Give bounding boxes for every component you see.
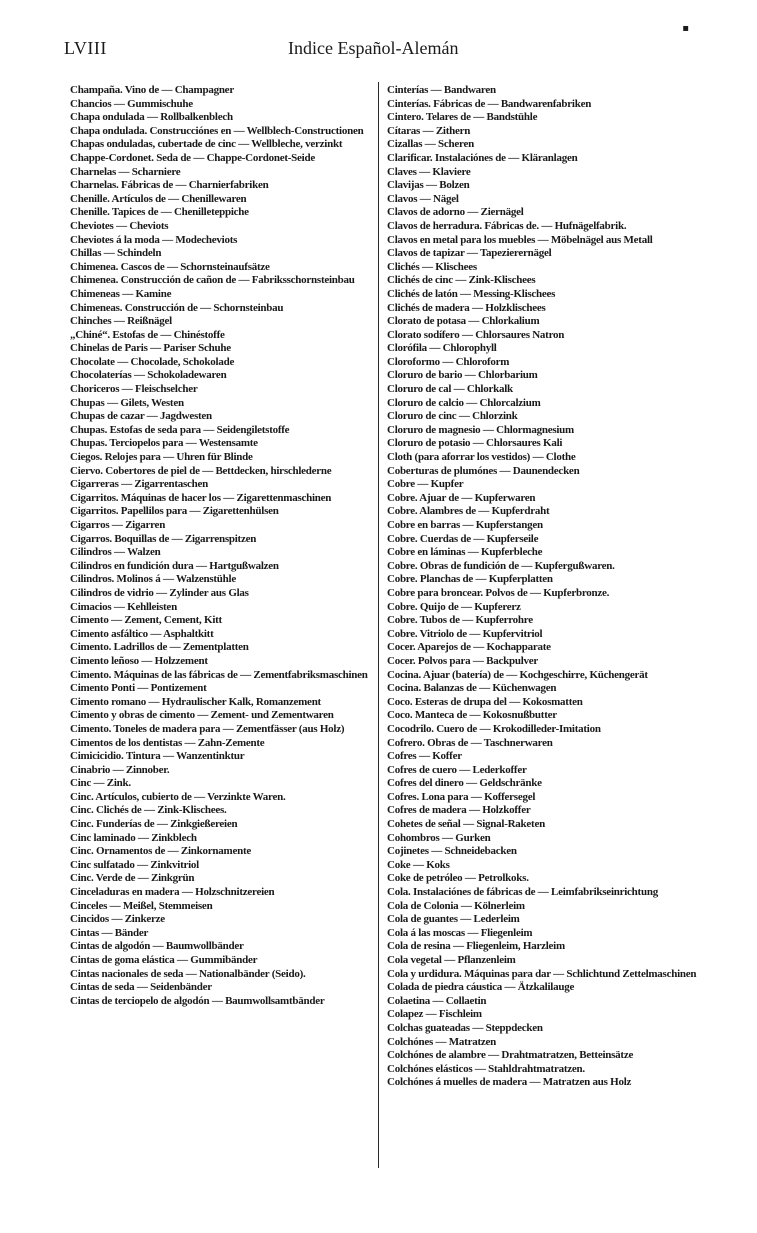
index-entry: Cimento — Zement, Cement, Kitt [70,614,222,627]
index-entry: Cloruro de bario — Chlorbarium [387,369,538,382]
index-entry: Cinceladuras en madera — Holzschnitzereien [70,886,275,899]
index-entry: Cimento asfáltico — Asphaltkitt [70,627,214,640]
index-entry: Cocer. Aparejos de — Kochapparate [387,641,551,654]
index-entry: Chimeneas. Construcción de — Schornsteinbau [70,301,284,314]
index-entry: Cimentos de los dentistas — Zahn-Zemente [70,736,265,749]
index-entry: Cilindros en fundición dura — Hartgußwalzen [70,559,279,572]
print-speck: ▪ [682,23,689,34]
index-entry: Chenille. Tapices de — Chenilleteppiche [70,206,249,219]
index-entry: Colchónes — Matratzen [387,1035,497,1048]
index-entry: Chinelas de Paris — Pariser Schuhe [70,342,231,355]
index-entry: Claves — Klaviere [387,165,471,178]
index-entry: Clavos de herradura. Fábricas de. — Hufnägelfabrik. [387,219,627,232]
index-entry: Chimenea. Construcción de cañon de — Fabriksschornsteinbau [70,274,355,287]
index-entry: Cloth (para aforrar los vestidos) — Clothe [387,451,576,464]
index-entry: Colaetina — Collaetin [387,994,487,1007]
index-entry: Cobre. Tubos de — Kupferrohre [387,614,533,627]
index-entry: Cofres de cuero — Lederkoffer [387,763,527,776]
index-entry: Cloruro de potasio — Chlorsaures Kali [387,437,563,450]
index-entry: Choriceros — Fleischselcher [70,383,198,396]
index-entry: Cintas — Bänder [70,926,149,939]
index-entry: Cinc. Artículos, cubierto de — Verzinkte Waren. [70,790,286,803]
index-entry: „Chiné“. Estofas de — Chinéstoffe [70,328,225,341]
index-entry: Cigarros — Zigarren [70,519,166,531]
index-entry: Chocolaterías — Schokoladewaren [70,369,227,382]
index-entry: Cítaras — Zithern [387,124,471,137]
index-entry: Cigarros. Boquillas de — Zigarrenspitzen [70,532,257,545]
index-entry: Chapa ondulada. Construcciónes en — Wellblech-Constructionen [70,124,364,137]
index-entry: Cigarritos. Máquinas de hacer los — Zigarettenmaschinen [70,491,332,504]
index-entry: Cigarritos. Papellilos para — Zigarettenhülsen [70,505,279,518]
index-entry: Clorato de potasa — Chlorkalium [387,315,540,328]
index-entry: Cola de guantes — Lederleim [387,913,520,926]
index-entry: Cinc. Funderías de — Zinkgießereien [70,818,238,831]
index-entry: Cloruro de cal — Chlorkalk [387,383,513,396]
index-entry: Cimento Ponti — Pontizement [70,682,207,695]
index-entry: Cimacios — Kehlleisten [70,600,177,613]
index-entry: Cobre en barras — Kupferstangen [387,519,543,531]
index-entry: Cofres. Lona para — Koffersegel [387,790,536,803]
index-entry: Cinc. Clichés de — Zink-Klischees. [70,804,227,817]
page-number: LVIII [64,38,107,58]
index-entry: Cinc sulfatado — Zinkvitriol [70,858,199,871]
index-entry: Cizallas — Scheren [387,138,474,151]
index-entry: Cimento romano — Hydraulischer Kalk, Romanzement [70,695,321,708]
index-entry: Cocodrilo. Cuero de — Krokodilleder-Imitation [387,722,601,735]
index-entry: Cobre. Vitriolo de — Kupfervitriol [387,627,543,640]
index-entry: Cola á las moscas — Fliegenleim [387,926,533,939]
index-entry: Ciervo. Cobertores de piel de — Bettdecken, hirschlederne [70,464,332,477]
index-entry: Cilindros de vidrio — Zylinder aus Glas [70,586,249,599]
index-entry: Clichés de latón — Messing-Klischees [387,287,556,300]
index-entry: Chancios — Gummischuhe [70,97,193,110]
index-entry: Cimicicidio. Tintura — Wanzentinktur [70,750,245,763]
index-entry: Colchónes á muelles de madera — Matratzen aus Holz [387,1076,632,1089]
page-header [64,38,693,68]
index-entry: Cojinetes — Schneidebacken [387,845,517,858]
index-entry: Cimento. Máquinas de las fábricas de — Zementfabriksmaschinen [70,668,368,681]
index-entry: Cofres del dinero — Geldschränke [387,777,542,790]
index-entry: Cheviotes — Cheviots [70,219,169,232]
index-entry: Cinc. Verde de — Zinkgrün [70,872,195,885]
index-entry: Chapa ondulada — Rollbalkenblech [70,111,233,124]
index-entry: Chappe-Cordonet. Seda de — Chappe-Cordonet-Seide [70,151,315,164]
index-entry: Cincidos — Zinkerze [70,913,165,926]
index-entry: Clorófila — Chlorophyll [387,342,497,355]
index-entry: Cobre — Kupfer [387,478,464,491]
index-entry: Clorato sodífero — Chlorsaures Natron [387,328,565,341]
index-entry: Cinabrio — Zinnober. [70,763,170,776]
index-entry: Cocina. Balanzas de — Küchenwagen [387,682,557,695]
index-entry: Chupas. Terciopelos para — Westensamte [70,437,258,450]
index-entry: Cobre. Obras de fundición de — Kupfergußwaren. [387,559,615,572]
index-entry: Clavos de adorno — Ziernägel [387,206,524,219]
index-entry: Chocolate — Chocolade, Schokolade [70,355,235,368]
index-entry: Cola. Instalaciónes de fábricas de — Leimfabrikseinrichtung [387,886,658,899]
column-divider [378,82,379,1168]
index-entry: Cintas nacionales de seda — Nationalbänder (Seido). [70,967,306,980]
index-entry: Charnelas — Scharniere [70,165,181,178]
index-entry: Cobre. Planchas de — Kupferplatten [387,573,553,586]
index-entry: Chimenea. Cascos de — Schornsteinaufsätze [70,260,270,273]
index-entry: Colchónes de alambre — Drahtmatratzen, Betteinsätze [387,1049,634,1062]
index-entry: Cocer. Polvos para — Backpulver [387,654,539,667]
index-entry: Cobre en láminas — Kupferbleche [387,546,543,559]
index-entry: Cimento. Toneles de madera para — Zementfässer (aus Holz) [70,722,345,735]
running-title: Indice Español-Alemán [288,38,459,58]
index-entry: Cloruro de cinc — Chlorzink [387,410,518,423]
index-entry: Cohombros — Gurken [387,831,491,844]
index-entry: Colchónes elásticos — Stahldrahtmatratzen. [387,1062,585,1075]
index-entry: Cinterías. Fábricas de — Bandwarenfabriken [387,97,592,110]
index-entry: Clarificar. Instalaciónes de — Kläranlagen [387,151,578,164]
index-entry: Colapez — Fischleim [387,1008,482,1021]
index-entry: Cofres de madera — Holzkoffer [387,804,531,817]
index-entry: Cinc — Zink. [70,777,131,790]
index-entry: Cintas de terciopelo de algodón — Baumwollsamtbänder [70,994,325,1007]
index-entry: Cintero. Telares de — Bandstühle [387,111,538,124]
index-entry: Coco. Manteca de — Kokosnußbutter [387,709,557,722]
index-entry: Coke de petróleo — Petrolkoks. [387,872,529,885]
index-entry: Coberturas de plumónes — Daunendecken [387,464,580,477]
index-entry: Cofrero. Obras de — Taschnerwaren [387,736,553,749]
right-column [387,84,699,1090]
index-entry: Chillas — Schindeln [70,247,162,260]
index-entry: Cohetes de señal — Signal-Raketen [387,818,545,831]
index-entry: Clichés — Klischees [387,260,477,273]
index-entry: Clavijas — Bolzen [387,179,470,192]
index-entry: Chenille. Artículos de — Chenillewaren [70,192,247,205]
index-entry: Cinterías — Bandwaren [387,84,496,96]
index-entry: Clavos en metal para los muebles — Möbelnägel aus Metall [387,233,653,246]
index-entry: Clavos de tapizar — Tapezierernägel [387,247,552,260]
index-entry: Cintas de goma elástica — Gummibänder [70,954,258,966]
index-entry: Champaña. Vino de — Champagner [70,84,234,96]
index-entry: Cocina. Ajuar (batería) de — Kochgeschirre, Küchengerät [387,668,648,681]
index-entry: Cinc laminado — Zinkblech [70,831,197,844]
index-entry: Colchas guateadas — Steppdecken [387,1021,543,1034]
index-entry: Cobre. Ajuar de — Kupferwaren [387,491,536,504]
index-entry: Chupas de cazar — Jagdwesten [70,410,212,423]
index-entry: Chupas. Estofas de seda para — Seidengiletstoffe [70,423,290,436]
index-entry: Clichés de madera — Holzklischees [387,301,546,314]
index-entry: Cobre para broncear. Polvos de — Kupferbronze. [387,586,610,599]
index-entry: Cheviotes á la moda — Modecheviots [70,233,238,246]
index-entry: Cloroformo — Chloroform [387,355,510,368]
index-entry: Cimento leñoso — Holzzement [70,654,208,667]
index-entry: Cilindros. Molinos á — Walzenstühle [70,573,236,586]
index-entry: Ciegos. Relojes para — Uhren für Blinde [70,451,253,464]
index-entry: Cola de resina — Fliegenleim, Harzleim [387,940,565,953]
index-entry: Coco. Esteras de drupa del — Kokosmatten [387,695,583,708]
index-entry: Cola de Colonia — Kölnerleim [387,899,525,912]
index-entry: Colada de piedra cáustica — Ätzkalilauge [387,981,575,994]
left-column [70,84,382,1008]
index-entry: Clavos — Nägel [387,192,459,205]
index-entry: Cigarreras — Zigarrentaschen [70,478,209,491]
index-entry: Cloruro de magnesio — Chlormagnesium [387,423,574,436]
index-entry: Cinceles — Meißel, Stemmeisen [70,899,213,912]
index-entry: Cintas de seda — Seidenbänder [70,981,212,994]
index-entry: Cola vegetal — Pflanzenleim [387,954,516,966]
index-entry: Cofres — Koffer [387,750,462,763]
index-entry: Chupas — Gilets, Westen [70,396,184,409]
index-entry: Cinc. Ornamentos de — Zinkornamente [70,845,251,858]
index-entry: Coke — Koks [387,858,450,871]
index-entry: Cilindros — Walzen [70,546,161,559]
index-entry: Cola y urdidura. Máquinas para dar — Schlichtund Zettelmaschinen [387,967,697,980]
index-entry: Cloruro de calcio — Chlorcalzium [387,396,541,409]
index-entry: Charnelas. Fábricas de — Charnierfabriken [70,179,269,192]
index-entry: Cobre. Quijo de — Kupfererz [387,600,521,613]
index-entry: Cintas de algodón — Baumwollbänder [70,940,244,953]
index-entry: Cobre. Alambres de — Kupferdraht [387,505,550,518]
index-entry: Chinches — Reißnägel [70,315,172,328]
index-entry: Clichés de cinc — Zink-Klischees [387,274,536,287]
index-entry: Cimento. Ladrillos de — Zementplatten [70,641,249,654]
index-entry: Cobre. Cuerdas de — Kupferseile [387,532,539,545]
index-entry: Chimeneas — Kamine [70,287,172,300]
index-entry: Cimento y obras de cimento — Zement- und Zementwaren [70,709,334,722]
index-entry: Chapas onduladas, cubertade de cinc — Wellbleche, verzinkt [70,138,343,151]
